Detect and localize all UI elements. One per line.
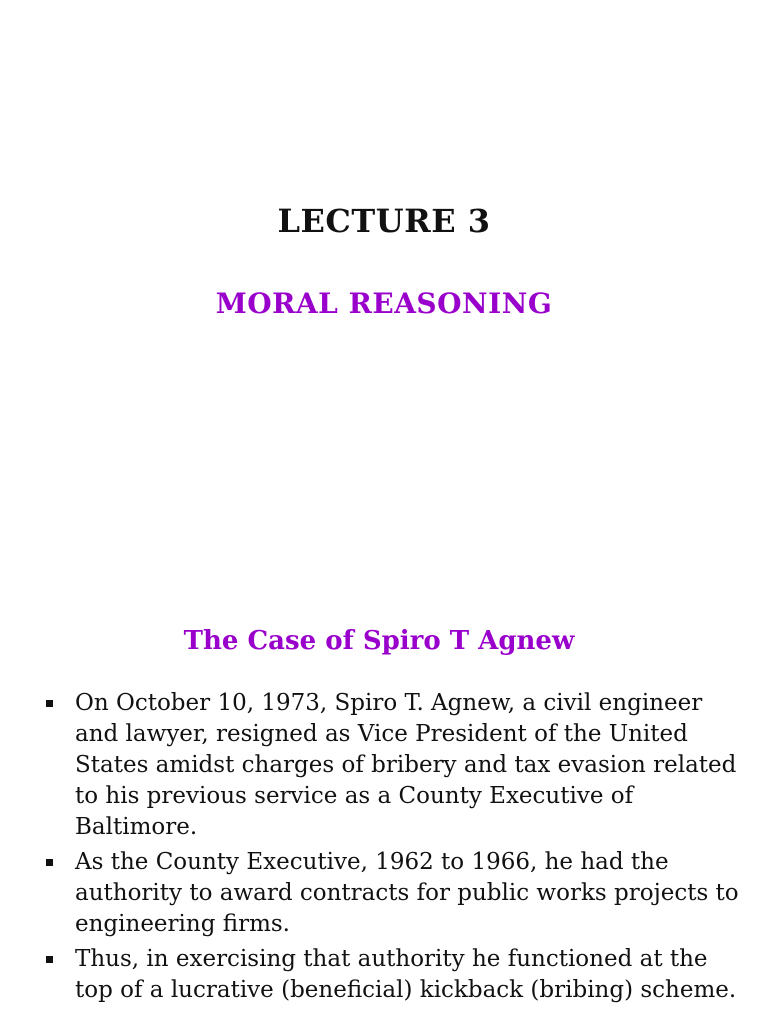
bullet-item [44, 688, 744, 843]
bullet-item [44, 944, 744, 1006]
bullet-text: Thus, in exercising that authority he functioned at the top of a lucrative (beneficial) kickback (bribing) scheme. [75, 946, 737, 1003]
square-bullet-icon [46, 859, 53, 866]
lecture-subtitle: MORAL REASONING [215, 287, 553, 320]
bullet-item [44, 847, 744, 940]
bullet-text: As the County Executive, 1962 to 1966, he had the authority to award contracts for public works projects to engineering firms. [75, 849, 739, 937]
case-bullet-list [44, 688, 744, 1010]
lecture-title: LECTURE 3 [277, 202, 491, 240]
case-title: The Case of Spiro T Agnew [183, 626, 575, 656]
bullet-text: On October 10, 1973, Spiro T. Agnew, a civil engineer and lawyer, resigned as Vice President of the United States amidst charges of bribery and tax evasion related to his previous service as a County Executive of Baltimore. [75, 690, 737, 840]
square-bullet-icon [46, 700, 53, 707]
square-bullet-icon [46, 956, 53, 963]
